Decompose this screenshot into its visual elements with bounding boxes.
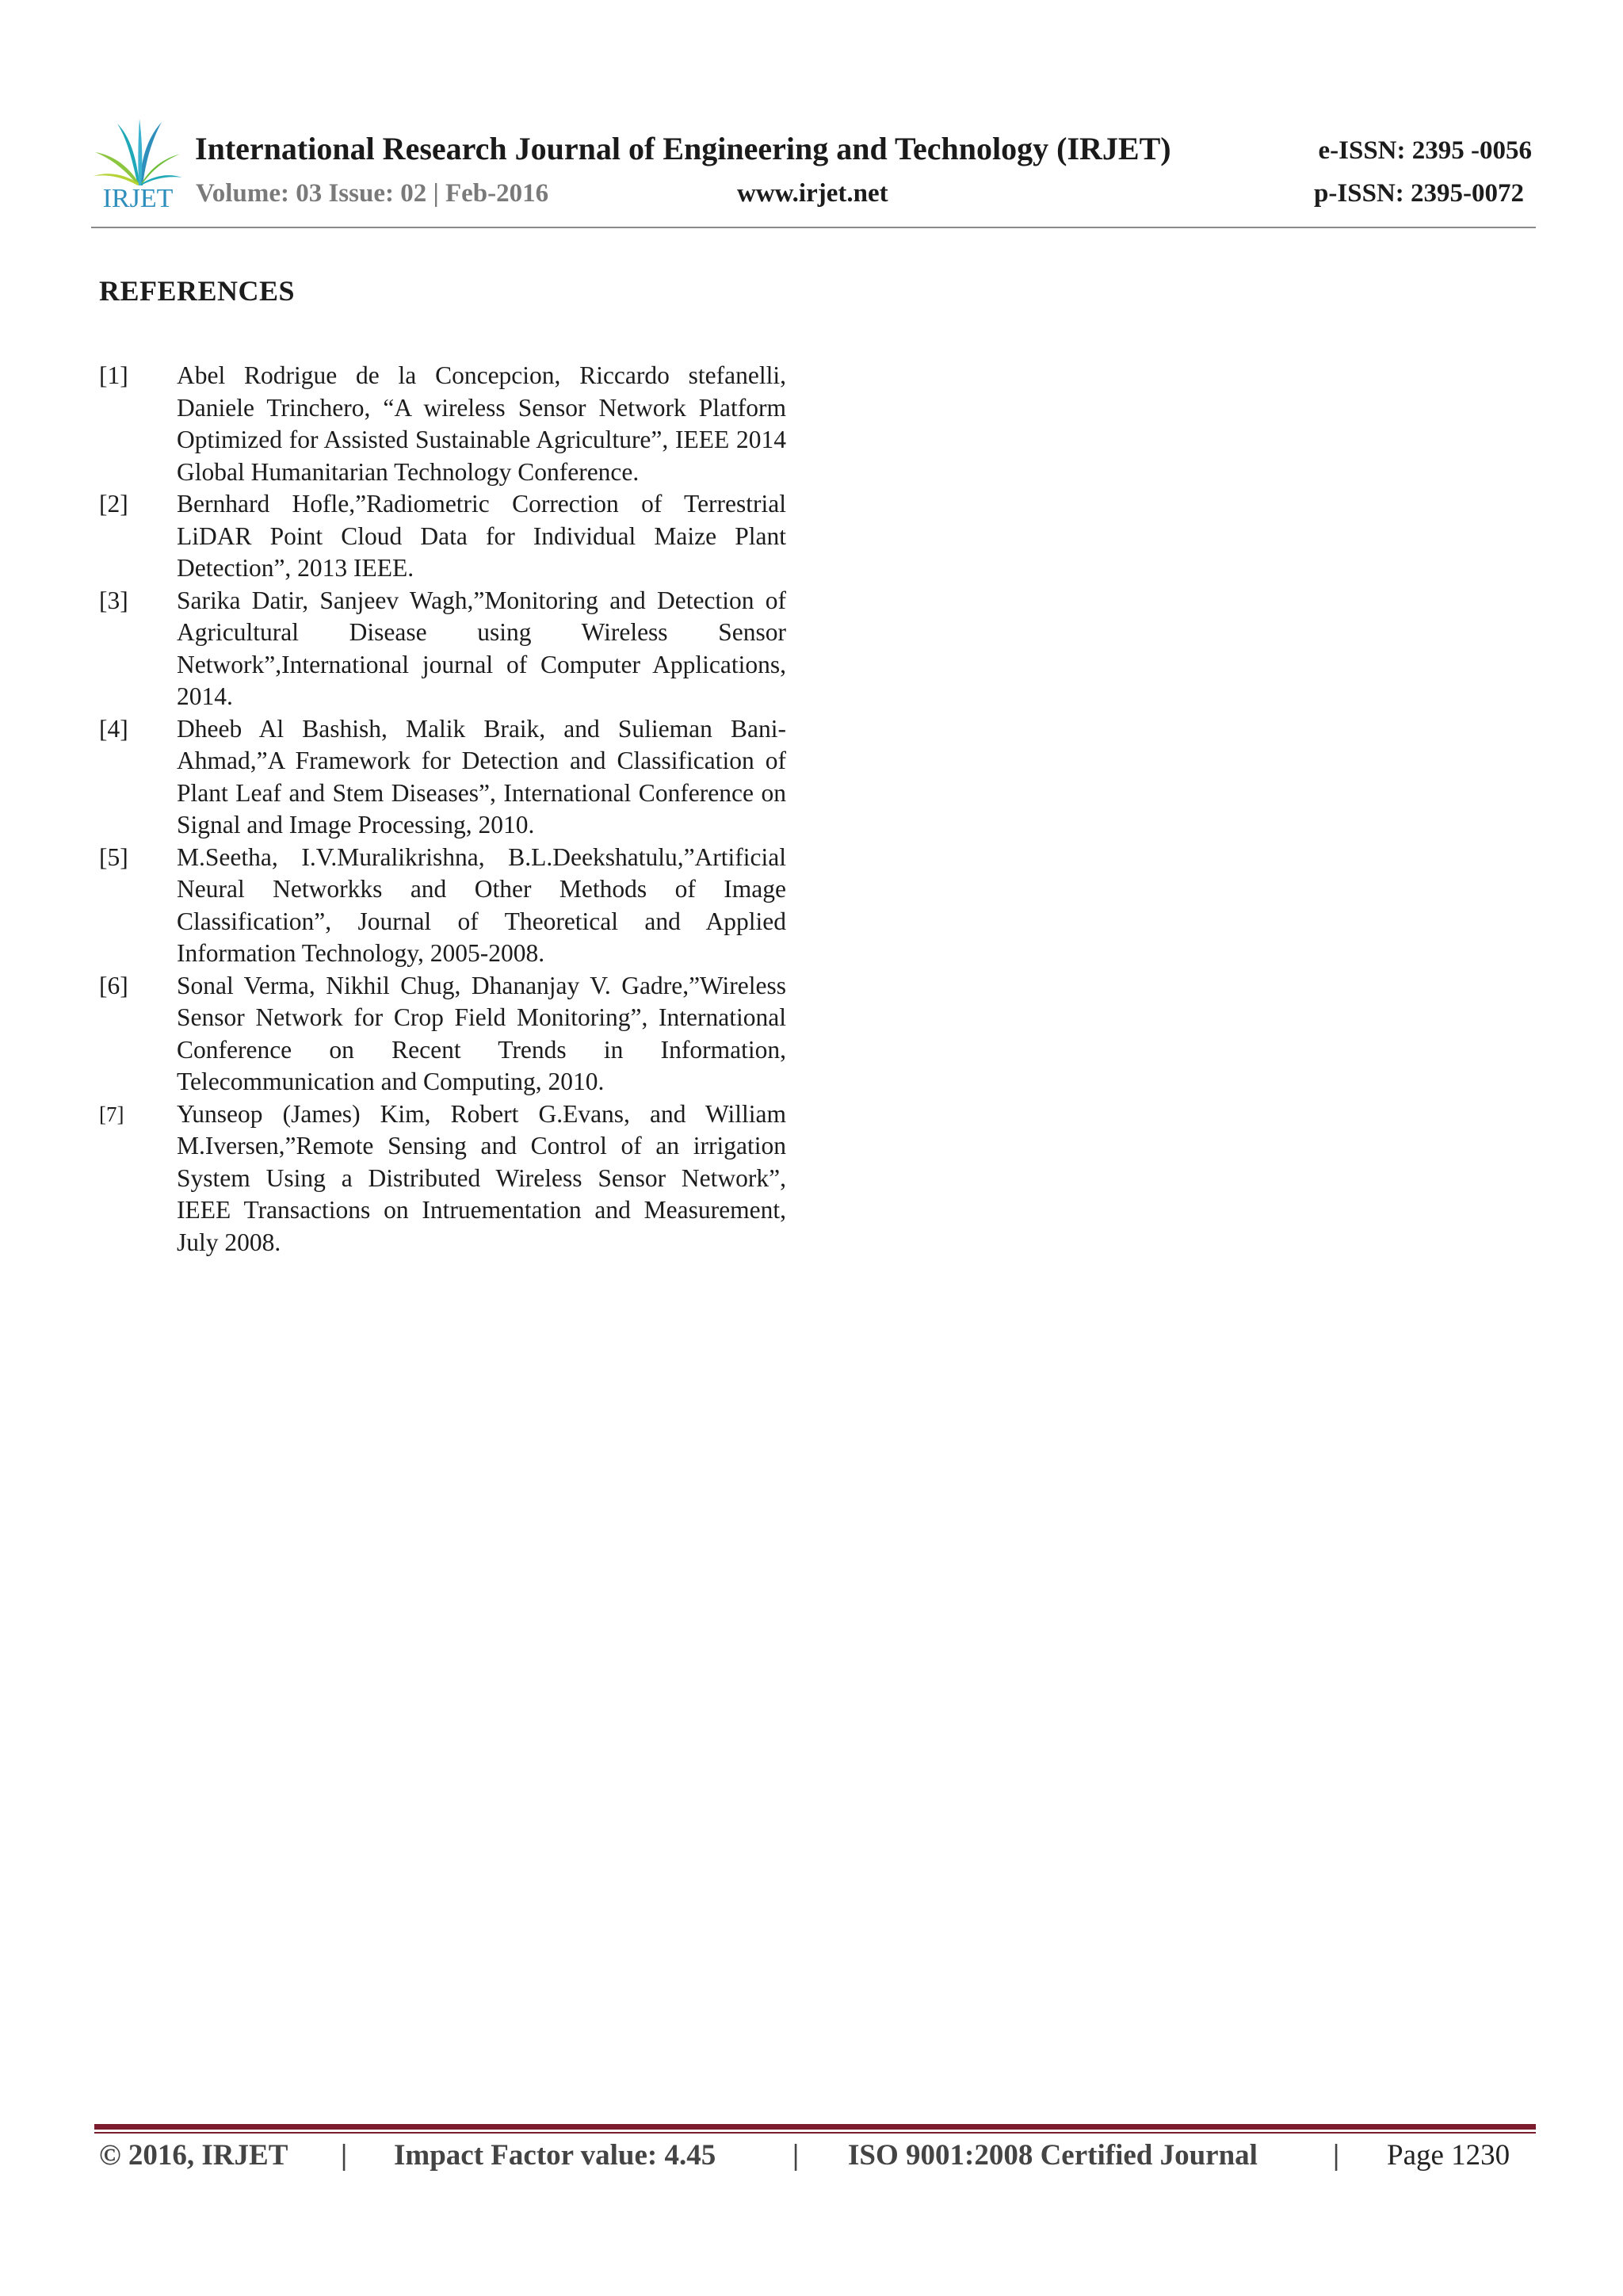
- reference-text: M.Seetha, I.V.Muralikrishna, B.L.Deekshatulu,”Artificial Neural Networkks and Other Methods of Image Classification”, Journal of Theoretical and Applied Information Technology, 2005-2008.: [177, 842, 786, 967]
- reference-list: [99, 360, 786, 1259]
- reference-number: [1]: [99, 361, 128, 389]
- footer-copyright: © 2016, IRJET: [99, 2139, 288, 2172]
- reference-number: [6]: [99, 971, 128, 999]
- reference-item: [99, 360, 786, 488]
- reference-text: Abel Rodrigue de la Concepcion, Riccardo stefanelli, Daniele Trinchero, “A wireless Sensor Network Platform Optimized for Assisted Sustainable Agriculture”, IEEE 2014 Global Humanitarian Technology Conference.: [177, 361, 786, 486]
- reference-item: [99, 713, 786, 842]
- reference-item: [99, 488, 786, 585]
- reference-number: [5]: [99, 842, 128, 871]
- reference-number: [7]: [99, 1102, 124, 1126]
- volume-issue: Volume: 03 Issue: 02 | Feb-2016: [196, 179, 549, 208]
- reference-text: Dheeb Al Bashish, Malik Braik, and Sulieman Bani-Ahmad,”A Framework for Detection and Classification of Plant Leaf and Stem Diseases”, International Conference on Signal and Image Processing, 2010.: [177, 714, 786, 839]
- journal-title: International Research Journal of Engineering and Technology (IRJET): [195, 131, 1171, 166]
- footer-page-number: Page 1230: [1387, 2139, 1510, 2172]
- footer-iso: ISO 9001:2008 Certified Journal: [848, 2139, 1258, 2172]
- footer-separator: |: [1333, 2139, 1340, 2172]
- leaf-emblem-icon: [94, 117, 182, 189]
- footer-rule-thick: [94, 2124, 1536, 2130]
- header-divider: [91, 227, 1536, 228]
- reference-number: [2]: [99, 490, 128, 518]
- reference-item: [99, 842, 786, 970]
- e-issn: e-ISSN: 2395 -0056: [1318, 136, 1532, 165]
- reference-item: [99, 585, 786, 713]
- footer-impact-factor: Impact Factor value: 4.45: [394, 2139, 716, 2172]
- irjet-logo: [94, 117, 182, 216]
- reference-number: [4]: [99, 714, 128, 743]
- reference-number: [3]: [99, 586, 128, 614]
- p-issn: p-ISSN: 2395-0072: [1314, 179, 1524, 208]
- reference-item: [99, 1098, 786, 1259]
- section-heading: REFERENCES: [99, 275, 296, 307]
- reference-text: Sonal Verma, Nikhil Chug, Dhananjay V. Gadre,”Wireless Sensor Network for Crop Field Monitoring”, International Conference on Recent Trends in Information, Telecommunication and Computing, 2010.: [177, 971, 786, 1095]
- reference-text: Bernhard Hofle,”Radiometric Correction of Terrestrial LiDAR Point Cloud Data for Individual Maize Plant Detection”, 2013 IEEE.: [177, 490, 786, 582]
- footer-separator: |: [341, 2139, 348, 2172]
- reference-text: Sarika Datir, Sanjeev Wagh,”Monitoring and Detection of Agricultural Disease using Wireless Sensor Network”,International journal of Computer Applications, 2014.: [177, 586, 786, 710]
- reference-item: [99, 970, 786, 1098]
- footer-separator: |: [792, 2139, 800, 2172]
- reference-text: Yunseop (James) Kim, Robert G.Evans, and William M.Iversen,”Remote Sensing and Control of an irrigation System Using a Distributed Wireless Sensor Network”, IEEE Transactions on Intruementation and Measurement, July 2008.: [177, 1099, 786, 1256]
- footer-rule-thin: [94, 2132, 1536, 2134]
- logo-text: IRJET: [102, 184, 174, 213]
- website-link[interactable]: www.irjet.net: [737, 179, 888, 208]
